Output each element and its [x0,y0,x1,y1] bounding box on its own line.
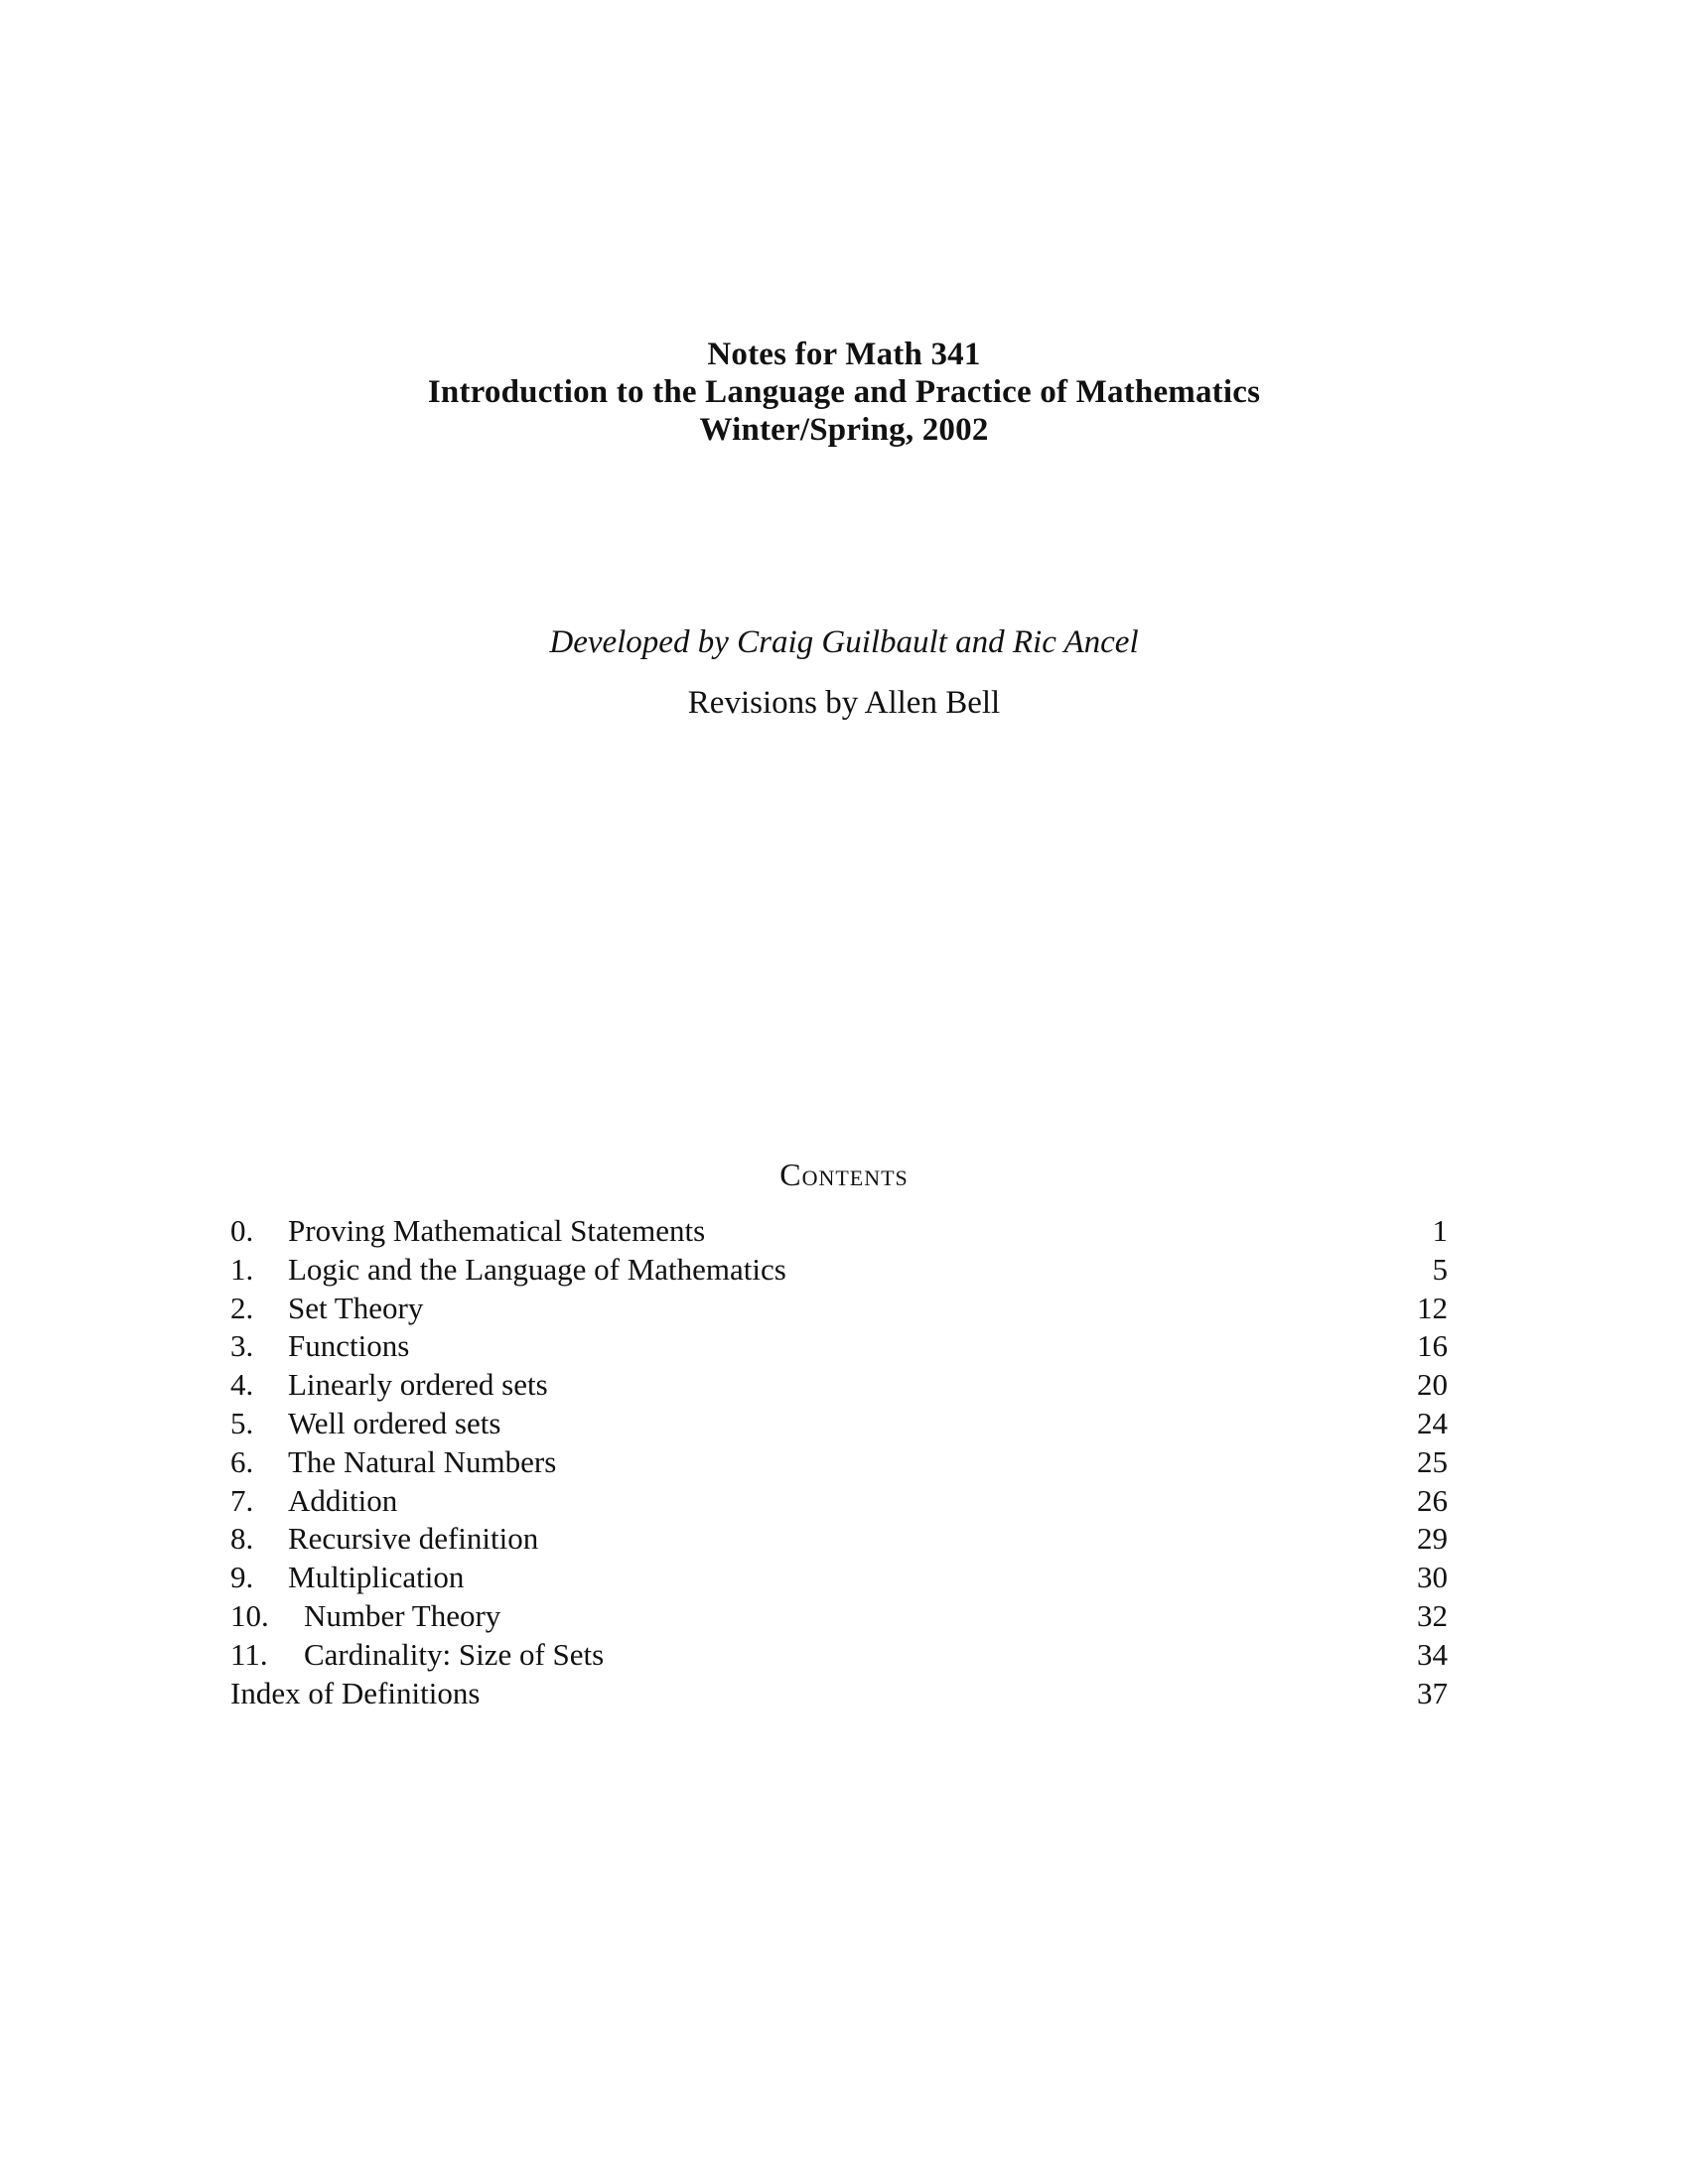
toc-entry-number: 2. [230,1290,254,1325]
contents-heading: Contents [779,1157,909,1192]
toc-entry-title: Addition [288,1482,398,1518]
toc-entry [230,1597,1448,1636]
toc-entry-page: 26 [1417,1482,1448,1518]
toc-entry-title: Cardinality: Size of Sets [304,1636,605,1672]
toc-entry-number: 4. [230,1367,254,1403]
revisions-credit: Revisions by Allen Bell [687,685,1001,721]
toc-entry-page: 12 [1417,1290,1448,1325]
title-term: Winter/Spring, 2002 [699,412,989,448]
toc-entry-page: 30 [1417,1560,1448,1595]
toc-entry-title: Proving Mathematical Statements [288,1213,706,1248]
toc-entry-page: 16 [1417,1328,1448,1364]
title-course: Notes for Math 341 [707,337,981,372]
toc-entry-number: 3. [230,1328,254,1364]
toc-entry-number: 8. [230,1521,254,1557]
toc-entry-number: 5. [230,1405,254,1440]
toc-entry-page: 1 [1432,1213,1448,1248]
toc-entry-title: Functions [288,1328,410,1364]
toc-entry [230,1482,1448,1521]
toc-entry-title: Recursive definition [288,1521,539,1557]
toc-entry [230,1327,1448,1366]
title-subtitle: Introduction to the Language and Practice of Mathematics [427,374,1261,410]
toc-entry [230,1251,1448,1290]
toc-entry-page: 29 [1417,1521,1448,1557]
toc-entry-number: 1. [230,1251,254,1287]
table-of-contents [230,1212,1448,1712]
toc-entry [230,1443,1448,1482]
toc-entry-title: Index of Definitions [230,1675,481,1710]
toc-entry-page: 34 [1417,1636,1448,1672]
toc-entry [230,1636,1448,1675]
toc-entry-title: Logic and the Language of Mathematics [288,1251,786,1287]
toc-entry-title: The Natural Numbers [288,1443,557,1479]
toc-entry-number: 6. [230,1443,254,1479]
toc-entry-page: 25 [1417,1443,1448,1479]
toc-entry-page: 24 [1417,1405,1448,1440]
toc-entry [230,1212,1448,1251]
toc-entry [230,1366,1448,1405]
toc-entry [230,1520,1448,1559]
authors-credit: Developed by Craig Guilbault and Ric Ancel [549,624,1139,660]
toc-entry-title: Set Theory [288,1290,424,1325]
toc-entry-page: 20 [1417,1367,1448,1403]
toc-entry [230,1405,1448,1443]
toc-entry [230,1559,1448,1597]
toc-entry-number: 10. [230,1597,269,1633]
toc-entry-number: 11. [230,1636,268,1672]
toc-entry-page: 32 [1417,1597,1448,1633]
toc-entry-title: Well ordered sets [288,1405,501,1440]
toc-entry-title: Linearly ordered sets [288,1367,548,1403]
toc-entry-title: Multiplication [288,1560,465,1595]
toc-entry-page: 5 [1432,1251,1448,1287]
toc-entry-number: 0. [230,1213,254,1248]
toc-entry-page: 37 [1417,1675,1448,1710]
toc-entry-index [230,1675,1448,1713]
toc-entry [230,1290,1448,1328]
toc-entry-title: Number Theory [304,1597,501,1633]
toc-entry-number: 7. [230,1482,254,1518]
document-title [0,336,1688,449]
toc-entry-number: 9. [230,1560,254,1595]
